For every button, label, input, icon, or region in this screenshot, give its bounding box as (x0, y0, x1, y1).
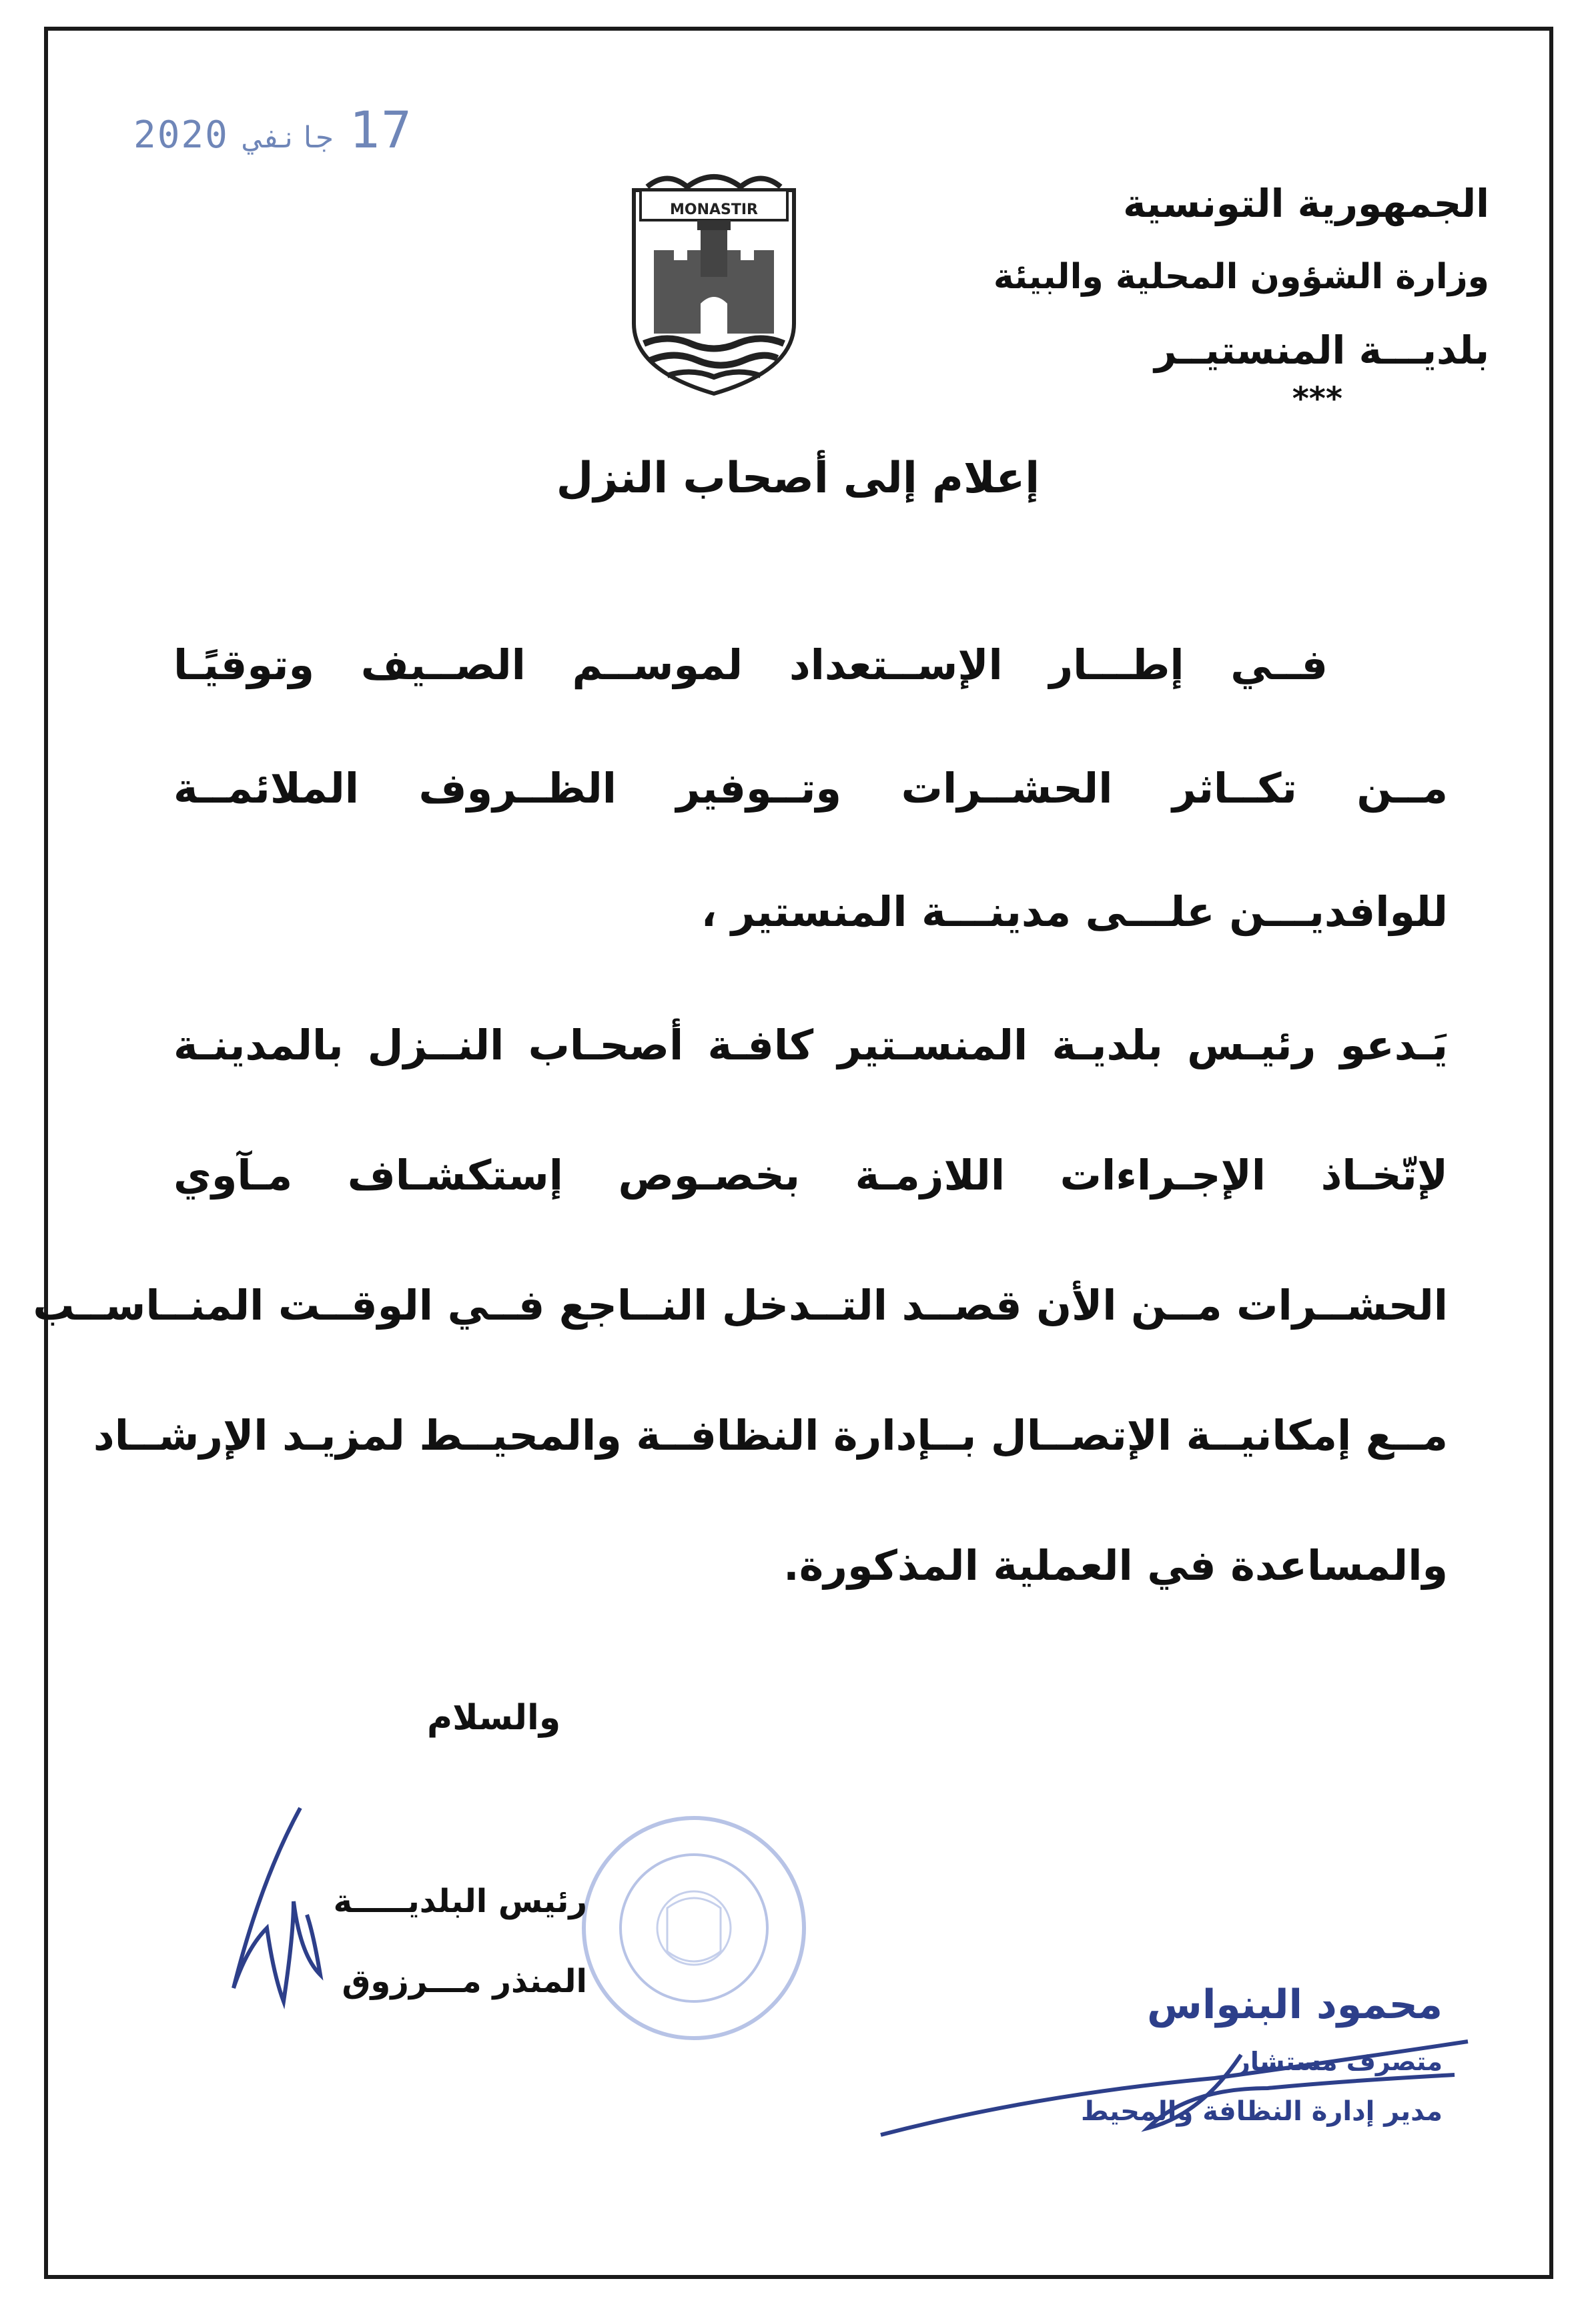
mayor-signature-block (320, 1861, 587, 2021)
ministry-line: وزارة الشؤون المحلية والبيئة (993, 257, 1489, 297)
letterhead (955, 167, 1489, 418)
mayor-handwritten-signature (220, 1801, 334, 2021)
body-line: والمساعدة في العملية المذكورة. (783, 1541, 1448, 1590)
director-name: محمود البنواس (1147, 1981, 1443, 2028)
closing-salutation: والسلام (427, 1698, 561, 1738)
director-department: مدير إدارة النظافة والمحيط (1080, 2096, 1443, 2127)
date-year: 2020 (133, 113, 229, 157)
municipality-line: بلديـــة المنستيــر (1154, 328, 1489, 373)
date-day: 17 (349, 100, 413, 159)
notice-title: إعلام إلى أصحاب النزل (556, 454, 1040, 503)
body-line: الحشــرات مــن الأن قصــد التــدخل النــاجع فــي الوقــت المنــاســب (33, 1281, 1448, 1330)
director-role: متصرف مستشار (1235, 2047, 1443, 2076)
mayor-title: رئيس البلديـــــة (333, 1883, 587, 1920)
body-line: مــن تكــاثر الحشــرات وتــوفير الظــروف الملائمــة (173, 764, 1448, 813)
director-handwritten-signature (867, 2015, 1501, 2148)
emblem-caption: MONASTIR (669, 201, 759, 218)
separator-stars: *** (1292, 380, 1342, 418)
body-line: لإتّخـاذ الإجـراءات اللازمـة بخصـوص إستكشـاف مـآوي (173, 1151, 1448, 1200)
mayor-name: المنذر مـــرزوق (342, 1963, 587, 2000)
body-line: يَـدعو رئيـس بلديـة المنسـتير كافـة أصحـاب النــزل بالمدينـة (173, 1021, 1448, 1069)
date-stamp (133, 100, 413, 159)
republic-line: الجمهورية التونسية (1123, 181, 1489, 226)
official-seal-icon (574, 1808, 814, 2048)
body-line: فــي إطـــار الإســتعداد لموســم الصــيف وتوقيًـا (173, 640, 1328, 689)
body-line: مــع إمكانيــة الإتصــال بــإدارة النظافــة والمحيــط لمزيـد الإرشــاد (93, 1411, 1448, 1460)
monastir-coat-of-arms-icon (627, 170, 801, 397)
date-month: جانفي (244, 121, 334, 155)
body-line: للوافديـــن علـــى مدينـــة المنستير ، (701, 887, 1448, 936)
